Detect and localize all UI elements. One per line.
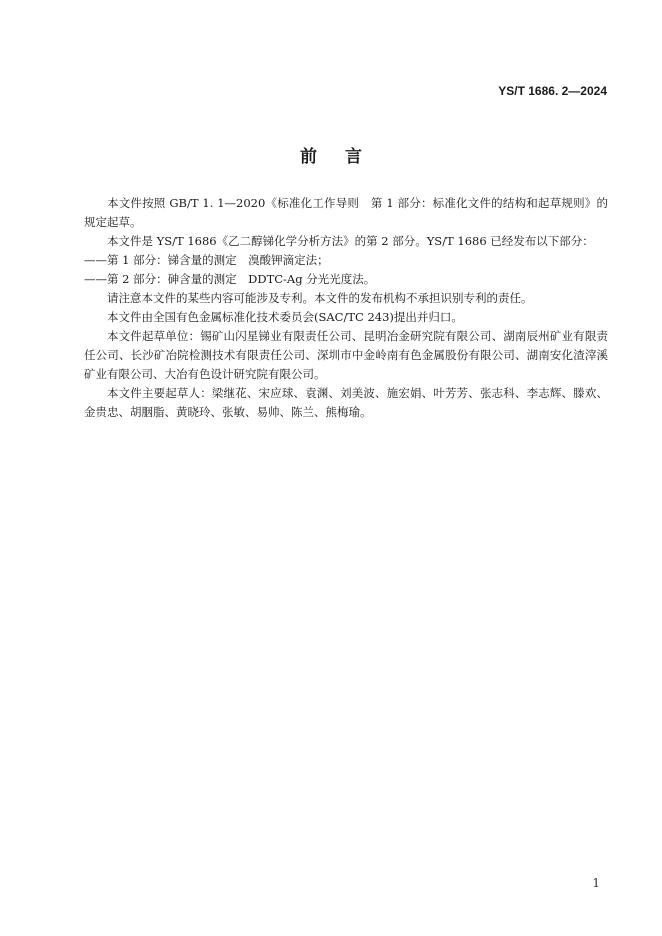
paragraph-drafting-rules: 本文件按照 GB/T 1. 1—2020《标准化工作导则 第 1 部分：标准化文件的结构和起草规则》的规定起草。 bbox=[84, 196, 608, 229]
document-code: YS/T 1686. 2—2024 bbox=[498, 84, 607, 98]
page-title: 前言 bbox=[300, 147, 390, 167]
paragraph-patent-notice: 请注意本文件的某些内容可能涉及专利。本文件的发布机构不承担识别专利的责任。 bbox=[107, 291, 533, 305]
list-item-part-1: ——第 1 部分：锑含量的测定 溴酸钾滴定法； bbox=[84, 253, 329, 267]
document-body bbox=[84, 194, 608, 422]
list-item-part-2: ——第 2 部分：砷含量的测定 DDTC-Ag 分光光度法。 bbox=[84, 272, 376, 286]
page-number: 1 bbox=[592, 876, 600, 890]
paragraph-part-description: 本文件是 YS/T 1686《乙二醇锑化学分析方法》的第 2 部分。YS/T 1686 已经发布以下部分： bbox=[107, 234, 594, 248]
paragraph-proposer: 本文件由全国有色金属标准化技术委员会(SAC/TC 243)提出并归口。 bbox=[107, 310, 463, 324]
paragraph-drafting-units: 本文件起草单位：锡矿山闪星锑业有限责任公司、昆明冶金研究院有限公司、湖南辰州矿业有限责任公司、长沙矿冶院检测技术有限责任公司、深圳市中金岭南有色金属股份有限公司、湖南安化渣滓溪矿业有限公司、大冶有色设计研究院有限公司。 bbox=[84, 329, 608, 381]
paragraph-drafters: 本文件主要起草人：梁继花、宋应球、袁渊、刘美波、施宏娟、叶芳芳、张志科、李志辉、滕欢、金贵忠、胡胭脂、黄晓玲、张敏、易帅、陈兰、熊梅瑜。 bbox=[84, 386, 608, 419]
